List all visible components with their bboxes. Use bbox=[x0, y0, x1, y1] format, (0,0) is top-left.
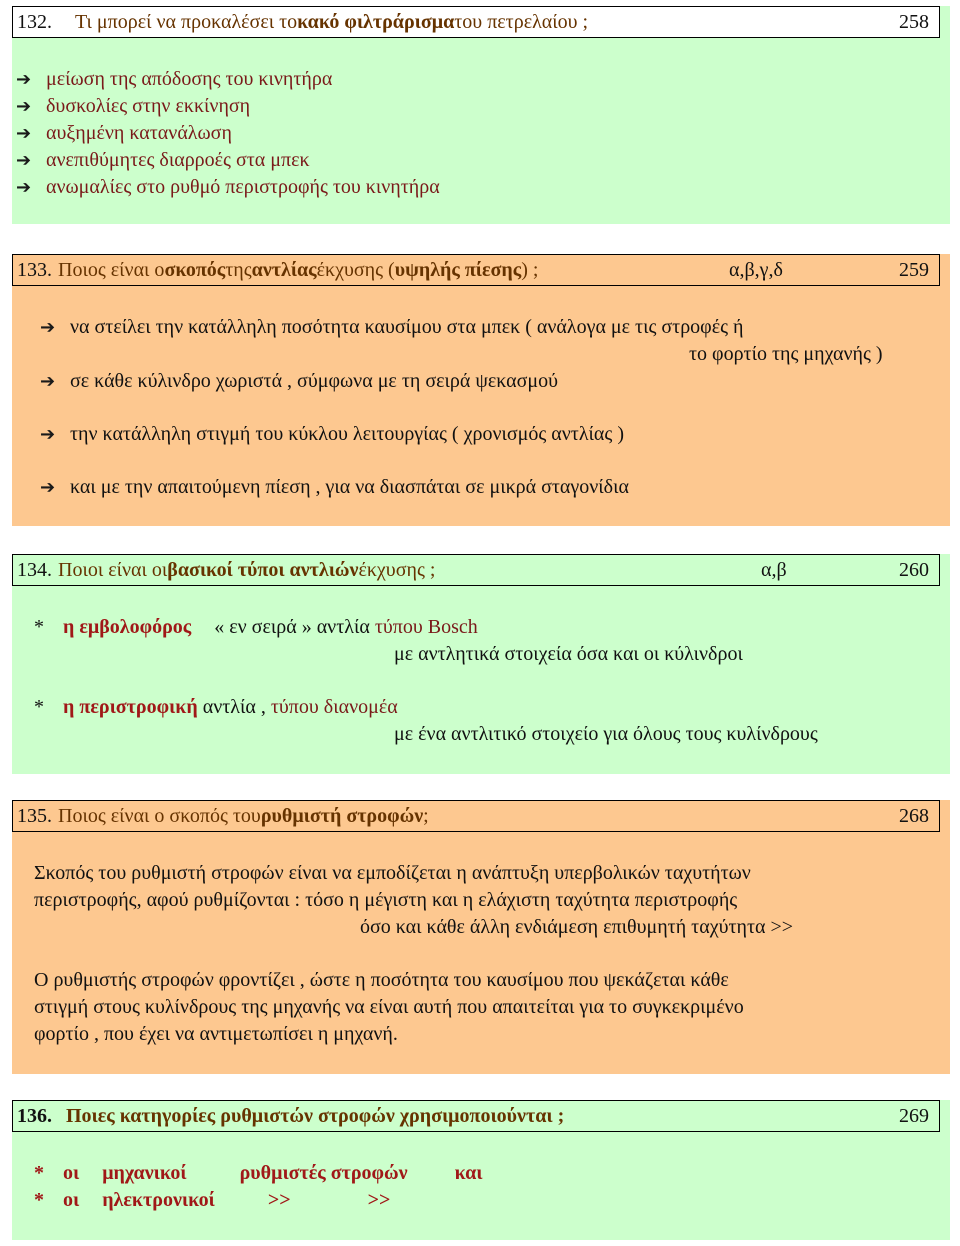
answer-item: ➔ ανεπιθύμητες διαρροές στα μπεκ bbox=[16, 149, 310, 171]
pump-type-b: * η περιστροφική αντλία , τύπου διανομέα bbox=[34, 696, 398, 718]
answer-item: ➔ να στείλει την κατάλληλη ποσότητα καυσίμου στα μπεκ ( ανάλογα με τις στροφές ή bbox=[40, 316, 744, 338]
question-135-header: 135. Ποιος είναι ο σκοπός του ρυθμιστή στροφών ; 268 bbox=[12, 800, 940, 832]
question-133 bbox=[12, 254, 950, 526]
pump-type-a-detail: με αντλητικά στοιχεία όσα και οι κύλινδροι bbox=[394, 643, 743, 665]
regulator-type-mechanical: * οι μηχανικοί ρυθμιστές στροφών και bbox=[34, 1162, 483, 1184]
answer-line: όσο και κάθε άλλη ενδιάμεση επιθυμητή ταχύτητα >> bbox=[360, 916, 794, 938]
page-number: 269 bbox=[899, 1104, 929, 1127]
answer-item: ➔ και με την απαιτούμενη πίεση , για να διασπάται σε μικρά σταγονίδια bbox=[40, 476, 629, 498]
page-number: 260 bbox=[899, 558, 929, 581]
answer-line: Σκοπός του ρυθμιστή στροφών είναι να εμποδίζεται η ανάπτυξη υπερβολικών ταχυτήτων bbox=[34, 862, 751, 884]
arrow-right-icon: ➔ bbox=[40, 477, 56, 498]
question-number: 134. bbox=[17, 558, 52, 581]
pump-type-a: * η εμβολοφόρος « εν σειρά » αντλία τύπου Bosch bbox=[34, 616, 478, 638]
question-134-header: 134. Ποιοι είναι οι βασικοί τύποι αντλιών έκχυσης ; α,β 260 bbox=[12, 554, 940, 586]
question-number: 136. bbox=[17, 1104, 52, 1127]
answer-line: φορτίο , που έχει να αντιμετωπίσει η μηχανή. bbox=[34, 1023, 398, 1045]
answer-tag: α,β bbox=[761, 558, 787, 581]
page-number: 268 bbox=[899, 804, 929, 827]
arrow-right-icon: ➔ bbox=[40, 424, 56, 445]
pump-type-b-detail: με ένα αντλιτικό στοιχείο για όλους τους κυλίνδρους bbox=[394, 723, 818, 745]
answer-tag: α,β,γ,δ bbox=[729, 258, 783, 281]
answer-item: ➔ σε κάθε κύλινδρο χωριστά , σύμφωνα με τη σειρά ψεκασμού bbox=[40, 370, 559, 392]
page-number: 259 bbox=[899, 258, 929, 281]
arrow-right-icon: ➔ bbox=[40, 317, 56, 338]
question-number: 133. bbox=[17, 258, 52, 281]
question-135 bbox=[12, 800, 950, 1074]
question-132-header: 132. Τι μπορεί να προκαλέσει το κακό φιλτράρισμα του πετρελαίου ; 258 bbox=[12, 6, 940, 38]
answer-item: ➔ ανωμαλίες στο ρυθμό περιστροφής του κινητήρα bbox=[16, 176, 440, 198]
arrow-right-icon: ➔ bbox=[16, 123, 32, 144]
question-132 bbox=[12, 6, 950, 224]
answer-line: στιγμή στους κυλίνδρους της μηχανής να είναι αυτή που απαιτείται για το συγκεκριμένο bbox=[34, 996, 744, 1018]
answer-item-continuation: το φορτίο της μηχανής ) bbox=[689, 343, 883, 365]
question-136-header: 136. Ποιες κατηγορίες ρυθμιστών στροφών χρησιμοποιούνται ; 269 bbox=[12, 1100, 940, 1132]
answer-line: περιστροφής, αφού ρυθμίζονται : τόσο η μέγιστη και η ελάχιστη ταχύτητα περιστροφής bbox=[34, 889, 738, 911]
question-133-header: 133. Ποιος είναι ο σκοπός της αντλίας έκχυσης ( υψηλής πίεσης ) ; α,β,γ,δ 259 bbox=[12, 254, 940, 286]
answer-item: ➔ αυξημένη κατανάλωση bbox=[16, 122, 232, 144]
keyword: αντλίας bbox=[251, 258, 317, 281]
answer-item: ➔ την κατάλληλη στιγμή του κύκλου λειτουργίας ( χρονισμός αντλίας ) bbox=[40, 423, 624, 445]
arrow-right-icon: ➔ bbox=[16, 177, 32, 198]
answer-item: ➔ δυσκολίες στην εκκίνηση bbox=[16, 95, 251, 117]
arrow-right-icon: ➔ bbox=[16, 69, 32, 90]
question-number: 132. bbox=[17, 10, 52, 33]
question-134 bbox=[12, 554, 950, 774]
keyword: βασικοί τύποι αντλιών bbox=[167, 558, 359, 581]
keyword: ρυθμιστή στροφών bbox=[260, 804, 424, 827]
keyword: σκοπός bbox=[164, 258, 226, 281]
arrow-right-icon: ➔ bbox=[40, 371, 56, 392]
page-number: 258 bbox=[899, 10, 929, 33]
arrow-right-icon: ➔ bbox=[16, 96, 32, 117]
question-number: 135. bbox=[17, 804, 52, 827]
question-136 bbox=[12, 1100, 950, 1240]
arrow-right-icon: ➔ bbox=[16, 150, 32, 171]
regulator-type-electronic: * οι ηλεκτρονικοί >> >> bbox=[34, 1189, 391, 1211]
keyword: υψηλής πίεσης bbox=[394, 258, 522, 281]
keyword: κακό φιλτράρισμα bbox=[297, 10, 455, 33]
answer-item: ➔ μείωση της απόδοσης του κινητήρα bbox=[16, 68, 333, 90]
answer-line: Ο ρυθμιστής στροφών φροντίζει , ώστε η ποσότητα του καυσίμου που ψεκάζεται κάθε bbox=[34, 969, 729, 991]
